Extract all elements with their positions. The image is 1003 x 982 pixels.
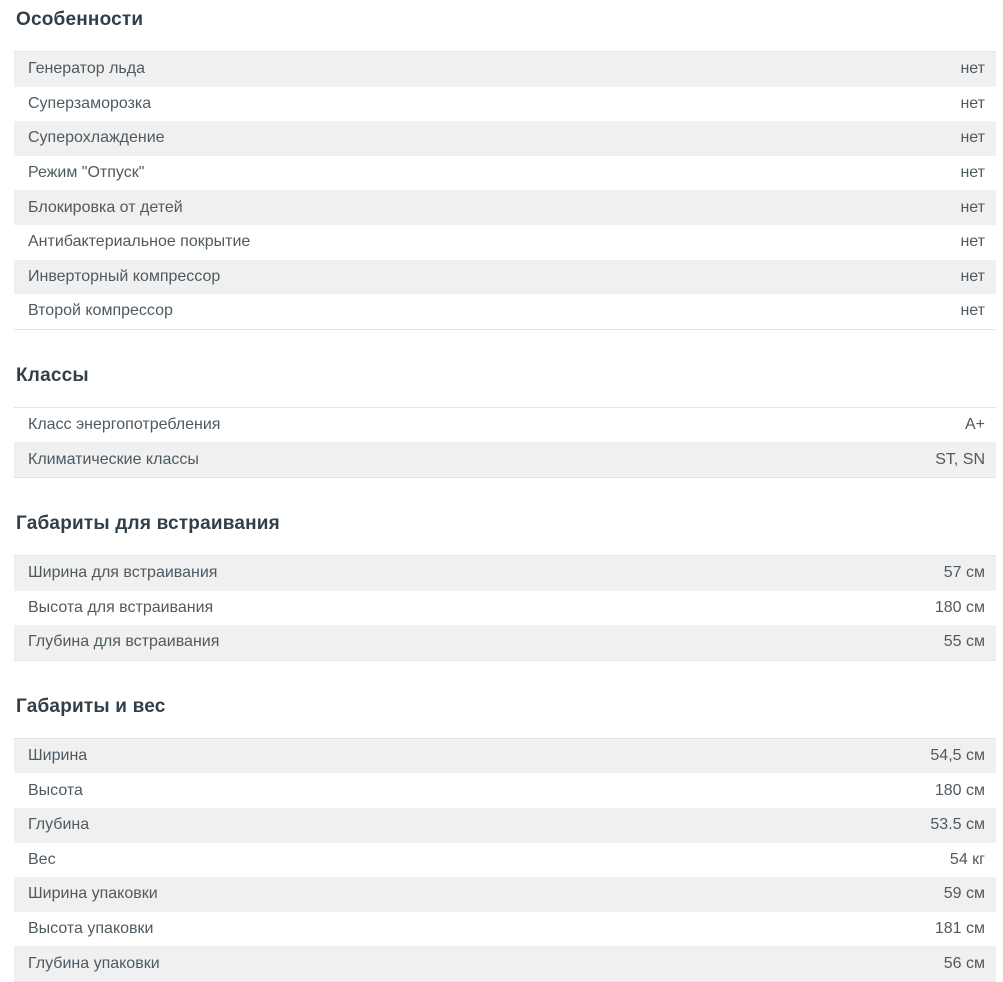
section-features (0, 8, 1003, 330)
spec-label: Ширина (28, 747, 88, 765)
spec-label: Суперзаморозка (28, 94, 152, 112)
spec-row (14, 739, 996, 774)
spec-value: 59 см (943, 885, 985, 903)
spec-row (14, 225, 996, 260)
spec-label: Второй компрессор (28, 302, 173, 320)
spec-label: Вес (28, 850, 56, 868)
spec-value: 56 см (943, 954, 985, 972)
spec-row (14, 625, 996, 660)
section-dimensions-weight (0, 695, 1003, 982)
section-title: Классы (16, 364, 89, 386)
spec-value: нет (960, 198, 985, 216)
spec-row (14, 556, 996, 591)
spec-label: Антибактериальное покрытие (28, 233, 251, 251)
spec-value: нет (960, 60, 985, 78)
spec-label: Глубина для встраивания (28, 633, 220, 651)
spec-label: Режим "Отпуск" (28, 164, 145, 182)
spec-label: Ширина упаковки (28, 885, 158, 903)
spec-row (14, 877, 996, 912)
spec-label: Класс энергопотребления (28, 416, 221, 434)
spec-table (14, 51, 996, 330)
spec-row (14, 442, 996, 477)
section-title: Габариты и вес (16, 695, 166, 717)
spec-label: Блокировка от детей (28, 198, 183, 216)
spec-value: нет (960, 267, 985, 285)
spec-label: Климатические классы (28, 450, 199, 468)
spec-label: Суперохлаждение (28, 129, 165, 147)
spec-label: Инверторный компрессор (28, 267, 221, 285)
spec-row (14, 294, 996, 329)
spec-row (14, 946, 996, 981)
spec-row (14, 190, 996, 225)
spec-value: 180 см (934, 598, 985, 616)
spec-value: 53.5 см (930, 816, 985, 834)
spec-row (14, 408, 996, 443)
spec-label: Генератор льда (28, 60, 145, 78)
section-title: Габариты для встраивания (16, 512, 280, 534)
spec-row (14, 87, 996, 122)
spec-table (14, 555, 996, 661)
spec-value: 55 см (943, 633, 985, 651)
spec-table (14, 407, 996, 478)
spec-row (14, 260, 996, 295)
spec-row (14, 843, 996, 878)
section-classes (0, 364, 1003, 478)
spec-row (14, 121, 996, 156)
spec-table (14, 738, 996, 982)
spec-value: 54 кг (949, 850, 985, 868)
spec-row (14, 52, 996, 87)
section-built-in-dimensions (0, 512, 1003, 661)
spec-value: A+ (964, 416, 985, 434)
spec-label: Высота для встраивания (28, 598, 214, 616)
spec-label: Глубина (28, 816, 90, 834)
spec-label: Ширина для встраивания (28, 564, 218, 582)
spec-row (14, 808, 996, 843)
spec-label: Высота упаковки (28, 919, 154, 937)
spec-value: 180 см (934, 781, 985, 799)
spec-value: 57 см (943, 564, 985, 582)
spec-value: нет (960, 233, 985, 251)
spec-value: ST, SN (935, 450, 985, 468)
spec-value: нет (960, 302, 985, 320)
spec-value: 54,5 см (930, 747, 985, 765)
spec-value: нет (960, 164, 985, 182)
section-title: Особенности (16, 9, 144, 30)
spec-row (14, 912, 996, 947)
spec-label: Высота (28, 781, 83, 799)
spec-value: 181 см (934, 919, 985, 937)
spec-row (14, 156, 996, 191)
spec-row (14, 773, 996, 808)
spec-value: нет (960, 94, 985, 112)
spec-value: нет (960, 129, 985, 147)
spec-row (14, 591, 996, 626)
spec-label: Глубина упаковки (28, 954, 160, 972)
